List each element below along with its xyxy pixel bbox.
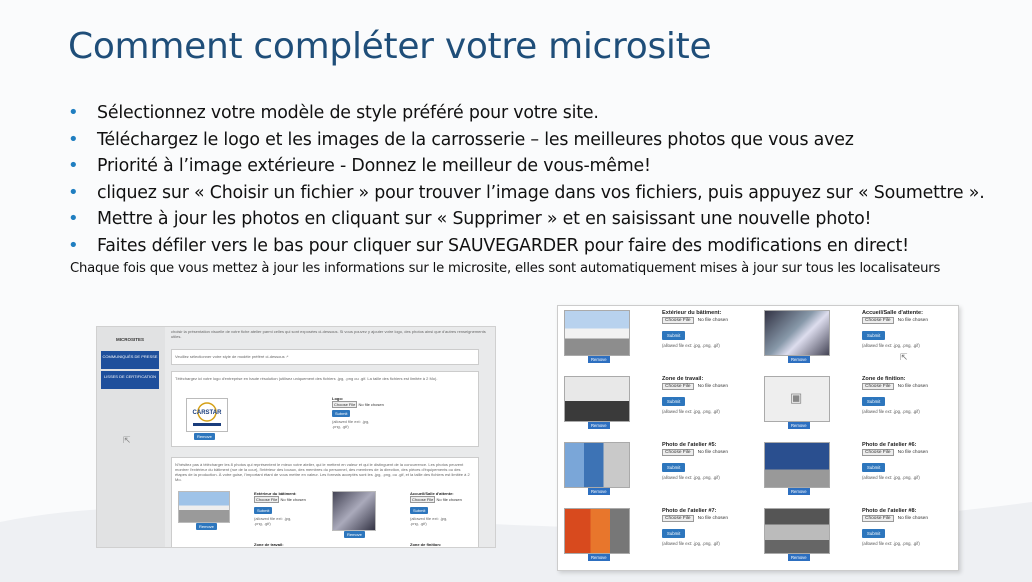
bullet-item: • Téléchargez le logo et les images de la carrosserie – les meilleures photos que vous avez	[68, 127, 1028, 154]
allowed-ext: (allowed file ext: .jpg, .png, .gif)	[254, 516, 292, 526]
field-label: Zone de travail:	[254, 542, 284, 547]
field-label: Accueil/Salle d'attente:	[410, 491, 454, 496]
submit-button[interactable]: Submit	[662, 463, 685, 472]
svg-text:CARSTAR: CARSTAR	[192, 410, 222, 416]
shop-photo	[764, 310, 830, 356]
remove-button[interactable]: Remove	[788, 554, 810, 561]
shop-photo	[564, 310, 630, 356]
cursor-icon: ⇱	[900, 352, 908, 362]
shop-photo	[764, 508, 830, 554]
intro-text: choisir la présentation visuelle de votre fiche atelier parmi celles qui sont exposées ci-dessous. Si vous pouvez y ajouter votre logo, des photos ainsi que d'autres renseignements utiles.	[171, 329, 486, 339]
field-label: Zone de travail:	[662, 376, 704, 382]
submit-button[interactable]: Submit	[410, 507, 428, 514]
photo-upload-cell	[758, 372, 958, 438]
remove-button[interactable]: Remove	[788, 422, 810, 429]
remove-button[interactable]: Remove	[588, 488, 610, 495]
shop-photo	[764, 442, 830, 488]
remove-button[interactable]: Remove	[196, 523, 217, 530]
image-placeholder-icon: ▣	[790, 390, 803, 405]
remove-button[interactable]: Remove	[788, 488, 810, 495]
submit-button[interactable]: Submit	[332, 410, 350, 417]
submit-button[interactable]: Submit	[662, 397, 685, 406]
allowed-ext: (allowed file ext: .jpg, .png, .gif)	[410, 516, 448, 526]
allowed-ext: (allowed file ext: .jpg, .png, .gif)	[662, 409, 720, 414]
file-chooser[interactable]: Choose File No file chosen	[662, 450, 732, 455]
allowed-ext: (allowed file ext: .jpg, .png, .gif)	[662, 343, 720, 348]
allowed-ext: (allowed file ext: .jpg, .png, .gif)	[862, 475, 920, 480]
photo-upload-cell	[558, 372, 758, 438]
bullet-list	[68, 100, 1028, 259]
bullet-item: • Mettre à jour les photos en cliquant sur « Supprimer » et en saisissant une nouvelle photo!	[68, 206, 1028, 233]
file-chooser[interactable]: Choose File No file chosen	[662, 318, 732, 323]
allowed-ext: (allowed file ext: .jpg, .png, .gif)	[862, 343, 920, 348]
submit-button[interactable]: Submit	[862, 397, 885, 406]
file-chooser[interactable]: Choose File No file chosen	[662, 516, 732, 521]
allowed-ext: (allowed file ext: .jpg, .png, .gif)	[332, 419, 370, 429]
remove-button[interactable]: Remove	[788, 356, 810, 363]
sidebar-item-certification[interactable]: LISSES DE CERTIFICATION	[101, 371, 159, 389]
shop-photo	[564, 376, 630, 422]
sidebar-item-microsites[interactable]: MICROSITES	[115, 337, 144, 342]
file-chooser[interactable]: Choose File No file chosen	[334, 402, 384, 407]
waiting-room-photo	[332, 491, 376, 531]
logo-image	[186, 398, 228, 432]
field-label: Extérieur du bâtiment:	[254, 491, 297, 496]
photo-upload-cell	[758, 504, 958, 570]
file-chooser[interactable]: Choose File No file chosen	[256, 497, 306, 502]
slide-title: Comment compléter votre microsite	[68, 26, 712, 67]
style-select-label[interactable]: Veuillez sélectionner votre style de modèle préféré ci-dessous :*	[175, 354, 289, 359]
shop-photo	[564, 442, 630, 488]
field-label: Photo de l'atelier #6:	[862, 442, 917, 448]
photo-upload-cell	[758, 438, 958, 504]
remove-button[interactable]: Remove	[194, 433, 215, 440]
photo-upload-cell	[558, 438, 758, 504]
sidebar-item-press[interactable]: COMMUNIQUÉS DE PRESSE	[101, 351, 159, 369]
slide-note: Chaque fois que vous mettez à jour les informations sur le microsite, elles sont automatiquement mises à jour sur tous les localisateurs	[70, 261, 941, 276]
field-label: Photo de l'atelier #8:	[862, 508, 917, 514]
submit-button[interactable]: Submit	[862, 331, 885, 340]
shop-photo	[564, 508, 630, 554]
bullet-item: • Priorité à l’image extérieure - Donnez le meilleur de vous-même!	[68, 153, 1028, 180]
file-chooser[interactable]: Choose File No file chosen	[862, 516, 932, 521]
submit-button[interactable]: Submit	[862, 529, 885, 538]
field-label: Accueil/Salle d'attente:	[862, 310, 924, 316]
file-chooser[interactable]: Choose File No file chosen	[412, 497, 462, 502]
bullet-item: • Faites défiler vers le bas pour cliquer sur SAUVEGARDER pour faire des modifications en direct!	[68, 233, 1028, 260]
remove-button[interactable]: Remove	[588, 356, 610, 363]
field-label: Zone de finition:	[862, 376, 906, 382]
file-chooser[interactable]: Choose File No file chosen	[662, 384, 732, 389]
photo-upload-cell	[558, 504, 758, 570]
bullet-item: • Sélectionnez votre modèle de style préféré pour votre site.	[68, 100, 1028, 127]
submit-button[interactable]: Submit	[662, 331, 685, 340]
field-label: Photo de l'atelier #5:	[662, 442, 717, 448]
allowed-ext: (allowed file ext: .jpg, .png, .gif)	[862, 409, 920, 414]
logo-card	[171, 371, 479, 447]
photos-card	[171, 457, 479, 548]
file-chooser[interactable]: Choose File No file chosen	[862, 450, 932, 455]
field-label: Extérieur du bâtiment:	[662, 310, 722, 316]
field-label: Zone de finition:	[410, 542, 442, 547]
cursor-icon: ⇱	[123, 435, 131, 445]
bullet-item: • cliquez sur « Choisir un fichier » pour trouver l’image dans vos fichiers, puis appuyez sur « Soumettre ».	[68, 180, 1028, 207]
remove-button[interactable]: Remove	[588, 422, 610, 429]
field-label: Photo de l'atelier #7:	[662, 508, 717, 514]
allowed-ext: (allowed file ext: .jpg, .png, .gif)	[862, 541, 920, 546]
editor-sidebar	[97, 327, 165, 547]
submit-button[interactable]: Submit	[254, 507, 272, 514]
allowed-ext: (allowed file ext: .jpg, .png, .gif)	[662, 475, 720, 480]
submit-button[interactable]: Submit	[862, 463, 885, 472]
exterior-photo	[178, 491, 230, 523]
editor-main	[169, 327, 491, 547]
file-chooser[interactable]: Choose File No file chosen	[862, 384, 932, 389]
photo-upload-cell	[558, 306, 758, 372]
photos-help: N'hésitez pas à télécharger les 8 photos qui représentent le mieux votre atelier, qui le mettent en valeur et qui le distinguent de la concurrence. Les photos peuvent montrer l'extérieur du bâtiment (rue de la cour), l'intérieur des locaux, des membres du personnel, des membres de la direction, des pièces d'équipements ou des étapes de la production. À votre guise, l'important étant de vous mettre en valeur. Les formats acceptés sont les .jpg, .png, ou .gif, et la taille des fichiers est limitée à 2 Mo.	[175, 462, 470, 482]
file-chooser[interactable]: Choose File No file chosen	[862, 318, 932, 323]
photo-upload-screenshot	[557, 305, 959, 571]
style-select-card	[171, 349, 479, 365]
logo-label: Logo:	[332, 396, 344, 401]
remove-button[interactable]: Remove	[344, 531, 365, 538]
photo-upload-cell	[758, 306, 958, 372]
microsite-editor-screenshot	[96, 326, 496, 548]
submit-button[interactable]: Submit	[662, 529, 685, 538]
remove-button[interactable]: Remove	[588, 554, 610, 561]
logo-help: Téléchargez ici votre logo d'entreprise en haute résolution (utilisez uniquement des fichiers .jpg, .png ou .gif. La taille des fichiers est limitée à 2 Mo).	[175, 376, 438, 381]
allowed-ext: (allowed file ext: .jpg, .png, .gif)	[662, 541, 720, 546]
